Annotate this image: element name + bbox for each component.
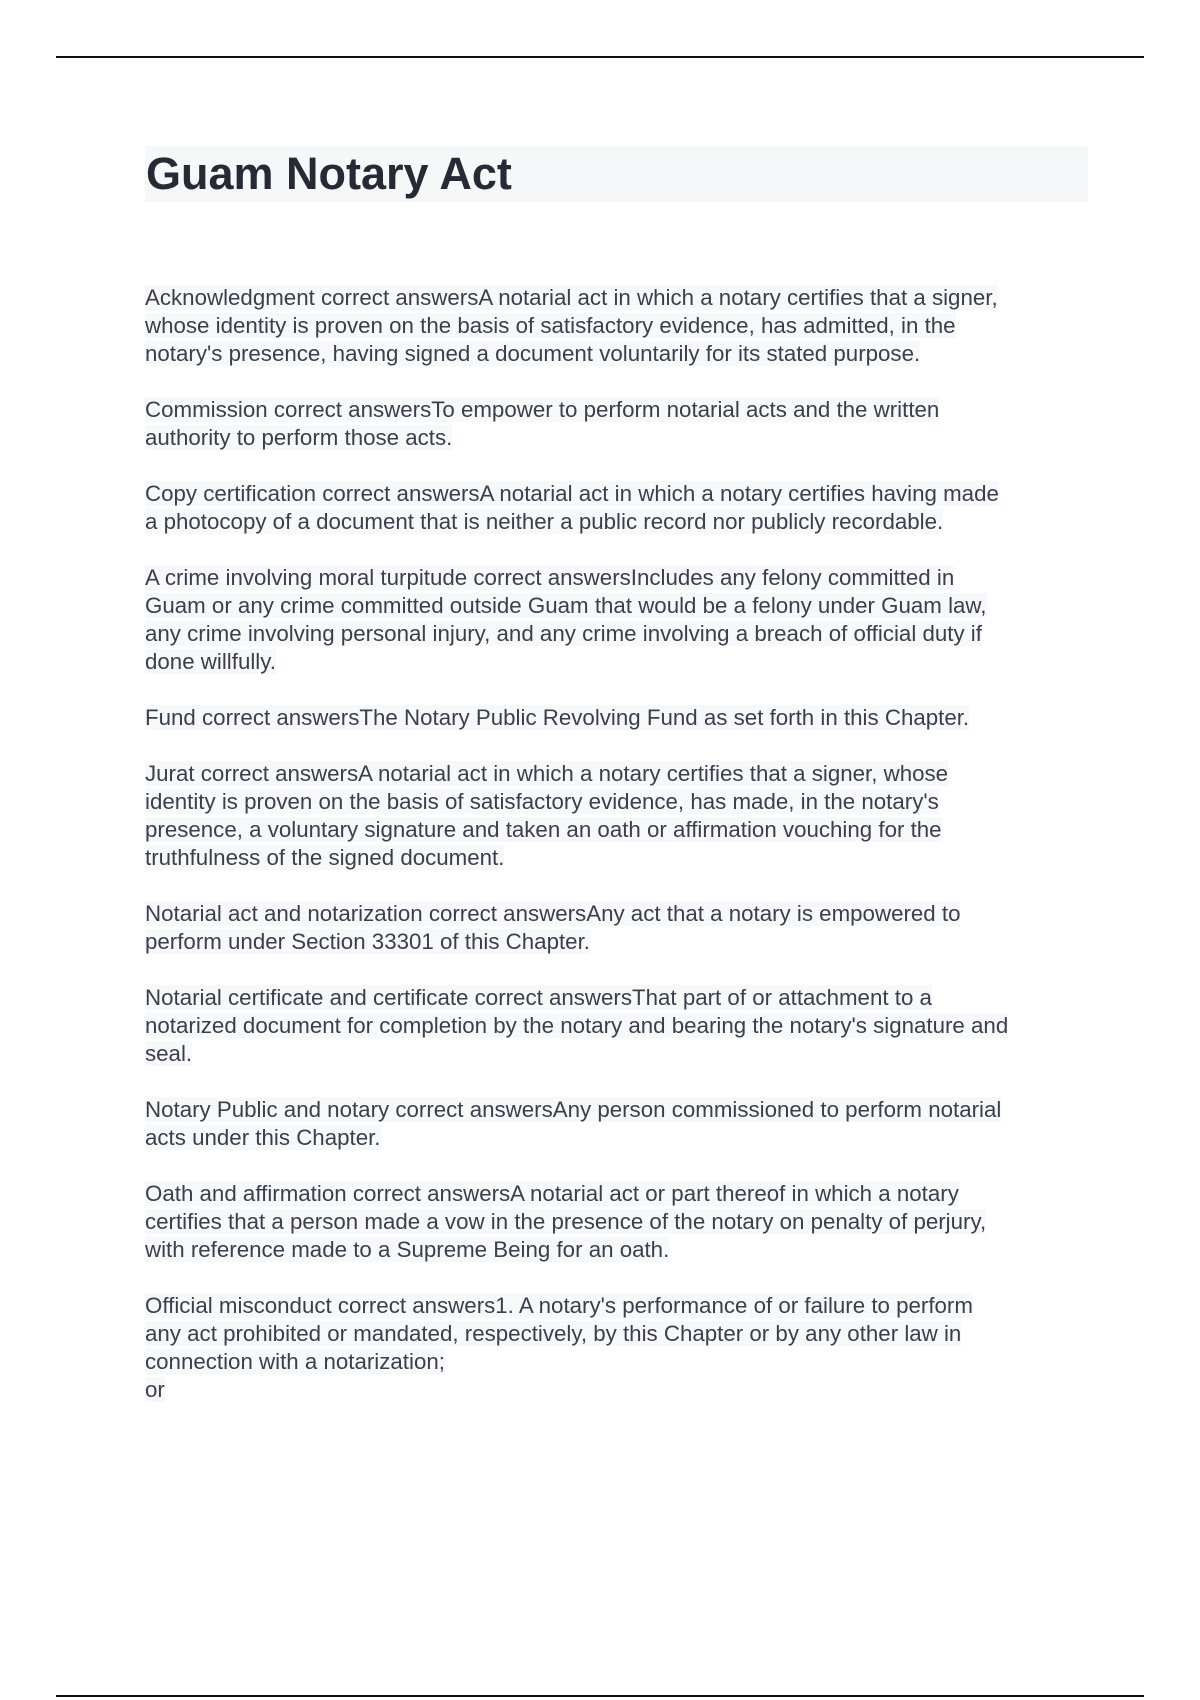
definition-entry-jurat: Jurat correct answersA notarial act in which a notary certifies that a signer, whose identity is proven on the basis of satisfactory evidence, has made, in the notary's presence, a voluntary signature and taken an oath or affirmation vouching for the truthfulness of the signed document. bbox=[145, 761, 949, 870]
definition-entry-notarial-certificate: Notarial certificate and certificate correct answersThat part of or attachment to a notarized document for completion by the notary and bearing the notary's signature and seal. bbox=[145, 985, 1009, 1066]
definition-entry-acknowledgment: Acknowledgment correct answersA notarial act in which a notary certifies that a signer, whose identity is proven on the basis of satisfactory evidence, has admitted, in the notary's presence, having signed a document voluntarily for its stated purpose. bbox=[145, 285, 998, 366]
definition-entry-notary-public: Notary Public and notary correct answersAny person commissioned to perform notarial acts under this Chapter. bbox=[145, 1097, 1002, 1150]
definition-list bbox=[145, 284, 1088, 1432]
definition-entry-moral-turpitude: A crime involving moral turpitude correct answersIncludes any felony committed in Guam or any crime committed outside Guam that would be a felony under Guam law, any crime involving personal injury, and any crime involving a breach of official duty if done willfully. bbox=[145, 565, 987, 674]
definition-entry-commission: Commission correct answersTo empower to perform notarial acts and the written authority to perform those acts. bbox=[145, 397, 940, 450]
definition-entry-oath-affirmation: Oath and affirmation correct answersA notarial act or part thereof in which a notary certifies that a person made a vow in the presence of the notary on penalty of perjury, with reference made to a Supreme Being for an oath. bbox=[145, 1181, 987, 1262]
page-title: Guam Notary Act bbox=[146, 148, 512, 199]
definition-entry-fund: Fund correct answersThe Notary Public Revolving Fund as set forth in this Chapter. bbox=[145, 705, 970, 730]
title-block bbox=[145, 146, 1088, 202]
definition-entry-notarial-act: Notarial act and notarization correct answersAny act that a notary is empowered to perform under Section 33301 of this Chapter. bbox=[145, 901, 961, 954]
top-divider bbox=[56, 56, 1144, 58]
definition-entry-official-misconduct: Official misconduct correct answers1. A notary's performance of or failure to perform any act prohibited or mandated, respectively, by this Chapter or by any other law in connection with a notarization; or bbox=[145, 1293, 973, 1402]
definition-entry-copy-certification: Copy certification correct answersA notarial act in which a notary certifies having made a photocopy of a document that is neither a public record nor publicly recordable. bbox=[145, 481, 999, 534]
bottom-divider bbox=[56, 1695, 1144, 1697]
